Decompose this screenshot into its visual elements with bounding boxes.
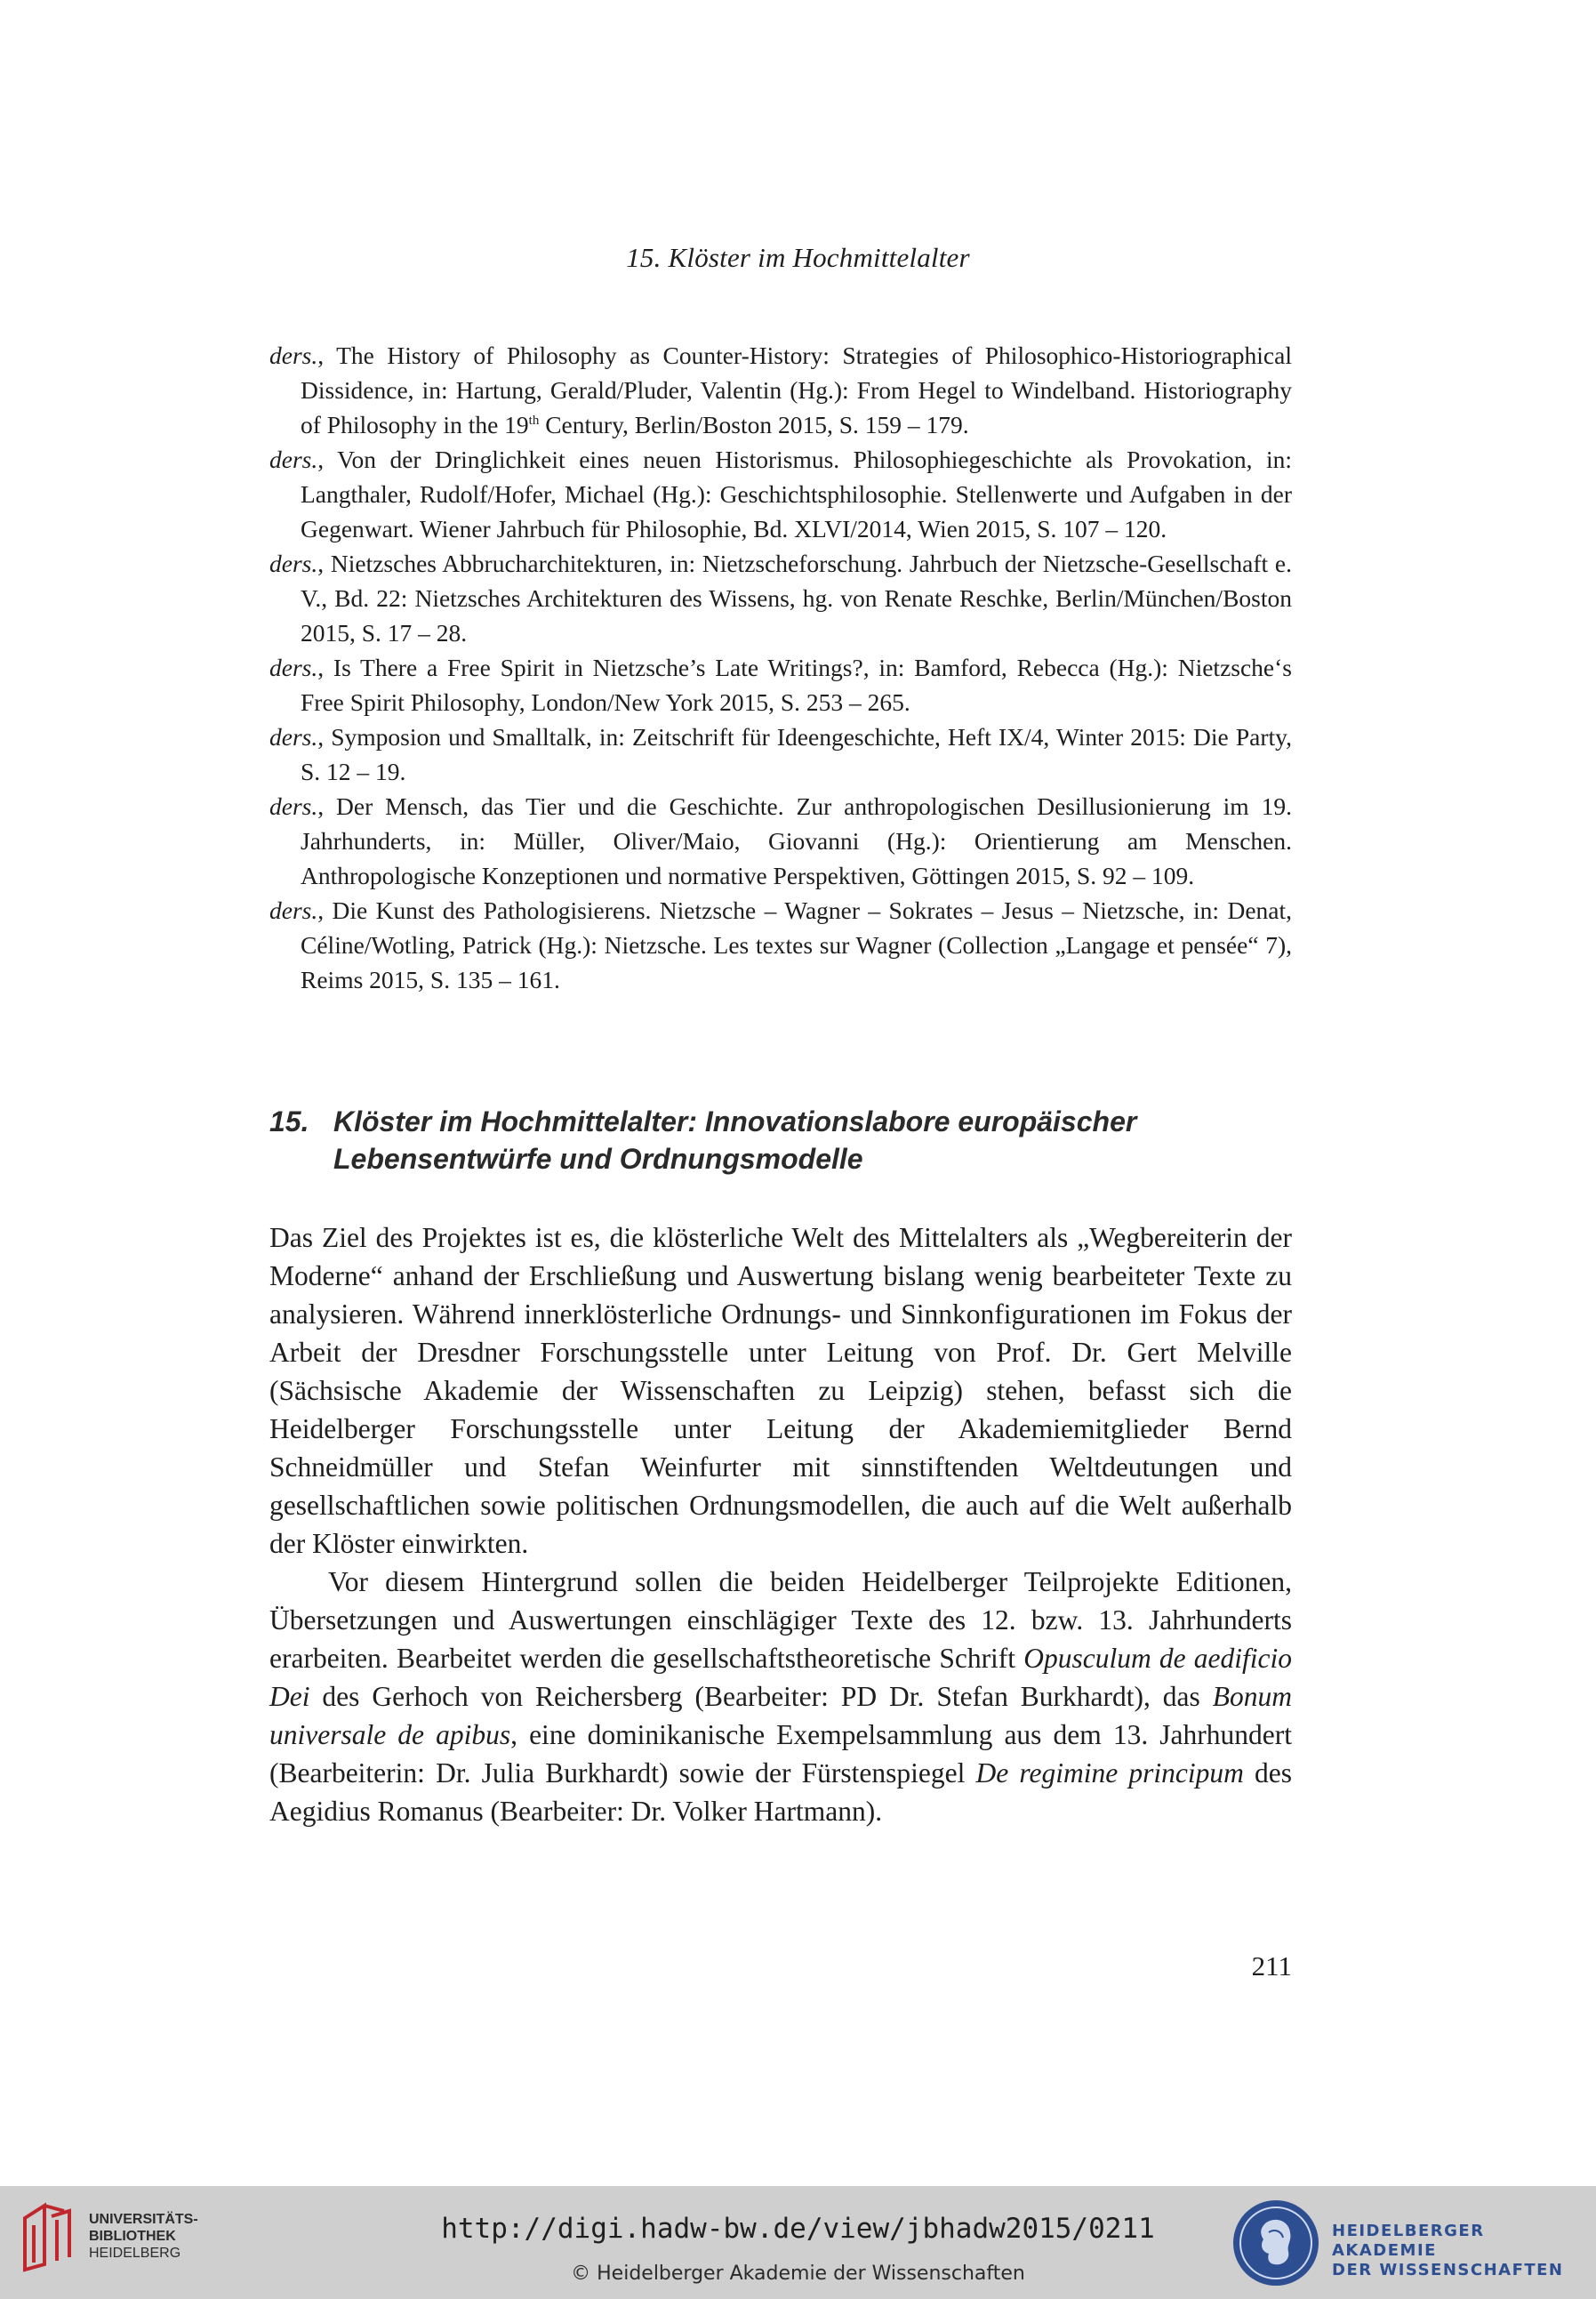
bibliography-entry [269, 442, 1292, 546]
academy-seal-icon[interactable] [1230, 2197, 1322, 2289]
entry-text: , Die Kunst des Pathologisierens. Nietzsche – Wagner – Sokrates – Jesus – Nietzsche, in: Denat, Céline/Wotling, Patrick (Hg.): Nietzsche. Les textes sur Wagner (Collection „Langage et pensée“ 7), Reims 2015, S. 135 – 161. [301, 896, 1292, 993]
section-title: Klöster im Hochmittelalter: Innovationslabore europäischer Lebensentwürfe und Ordnungsmodelle [333, 1105, 1137, 1175]
entry-text: , Der Mensch, das Tier und die Geschichte. Zur anthropologischen Desillusionierung im 19. Jahrhunderts, in: Müller, Oliver/Maio, Giovanni (Hg.): Orientierung am Menschen. Anthropologische Konzeptionen und normative Perspektiven, Göttingen 2015, S. 92 – 109. [301, 792, 1292, 889]
academy-name-line: HEIDELBERGER AKADEMIE [1332, 2222, 1485, 2260]
source-url-link[interactable]: http://digi.hadw-bw.de/view/jbhadw2015/0211 [441, 2213, 1155, 2245]
paragraph [269, 1563, 1292, 1830]
library-name-line: UNIVERSITÄTS- [89, 2212, 198, 2227]
academy-name[interactable] [1332, 2222, 1596, 2280]
bibliography-entry [269, 650, 1292, 719]
section-heading [269, 1103, 1292, 1178]
paragraph-text: Vor diesem Hintergrund sollen die beiden Heidelberger Teilprojekte Editionen, Übersetzungen und Auswertungen einschlägiger Texte des 12. bzw. 13. Jahrhunderts erarbeiten. Bearbeitet werden die gesellschaftstheoretische Schrift [269, 1566, 1292, 1674]
author-abbrev: ders. [269, 446, 318, 473]
entry-text: , Nietzsches Abbrucharchitekturen, in: Nietzscheforschung. Jahrbuch der Nietzsche-Gesellschaft e. V., Bd. 22: Nietzsches Architekturen des Wissens, hg. von Renate Reschke, Berlin/München/Boston 2015, S. 17 – 28. [301, 550, 1292, 647]
author-abbrev: ders. [269, 792, 318, 820]
page-number: 211 [1251, 1950, 1292, 1981]
entry-text: , Symposion und Smalltalk, in: Zeitschrift für Ideengeschichte, Heft IX/4, Winter 2015: Die Party, S. 12 – 19. [301, 723, 1292, 785]
paragraph-text: des Gerhoch von Reichersberg (Bearbeiter: PD Dr. Stefan Burkhardt), das [309, 1681, 1213, 1712]
author-abbrev: ders. [269, 342, 318, 369]
paragraph-text: , eine dominikanische Exempelsammlung aus dem 13. Jahrhundert (Bearbeiterin: Dr. Julia Burkhardt) sowie der Fürstenspiegel [269, 1719, 1292, 1789]
superscript: th [528, 414, 540, 428]
entry-text: Century, Berlin/Boston 2015, S. 159 – 179. [539, 411, 969, 438]
work-title: Bonum universale de apibus [269, 1681, 1292, 1750]
author-abbrev: ders. [269, 654, 318, 681]
running-head: 15. Klöster im Hochmittelalter [626, 242, 970, 273]
bibliography-entry [269, 893, 1292, 997]
bibliography-list [269, 338, 1292, 997]
library-name-line: HEIDELBERG [89, 2246, 181, 2261]
bibliography-entry [269, 546, 1292, 650]
author-abbrev: ders. [269, 723, 318, 751]
bibliography-entry [269, 719, 1292, 789]
library-name-line: BIBLIOTHEK [89, 2229, 176, 2244]
work-title: Opusculum de aedificio Dei [269, 1643, 1292, 1712]
copyright-notice: © Heidelberger Akademie der Wissenschaften [571, 2263, 1025, 2285]
academy-name-line: DER WISSENSCHAFTEN [1332, 2261, 1564, 2279]
entry-text: , Von der Dringlichkeit eines neuen Historismus. Philosophiegeschichte als Provokation, in: Langthaler, Rudolf/Hofer, Michael (Hg.): Geschichtsphilosophie. Stellenwerte und Aufgaben in der Gegenwart. Wiener Jahrbuch für Philosophie, Bd. XLVI/2014, Wien 2015, S. 107 – 120. [301, 446, 1292, 543]
bibliography-entry [269, 789, 1292, 893]
paragraph: Das Ziel des Projektes ist es, die klösterliche Welt des Mittelalters als „Wegbereiterin der Moderne“ anhand der Erschließung und Auswertung bislang wenig bearbeiteter Texte zu analysieren. Während innerklösterliche Ordnungs- und Sinnkonfigurationen im Fokus der Arbeit der Dresdner Forschungsstelle unter Leitung von Prof. Dr. Gert Melville (Sächsische Akademie der Wissenschaften zu Leipzig) stehen, befasst sich die Heidelberger Forschungsstelle unter Leitung der Akademiemitglieder Bernd Schneidmüller und Stefan Weinfurter mit sinnstiftenden Weltdeutungen und gesellschaftlichen sowie politischen Ordnungsmodellen, die auch auf die Welt außerhalb der Klöster einwirkten. [269, 1222, 1292, 1559]
bibliography-entry [269, 338, 1292, 442]
author-abbrev: ders. [269, 550, 318, 577]
section-number: 15. [269, 1105, 309, 1137]
work-title: De regimine principum [975, 1757, 1244, 1789]
body-text [269, 1218, 1292, 1830]
footer-bar [0, 2186, 1596, 2299]
entry-text: , Is There a Free Spirit in Nietzsche’s Late Writings?, in: Bamford, Rebecca (Hg.): Nietzsche‘s Free Spirit Philosophy, London/New York 2015, S. 253 – 265. [301, 654, 1292, 716]
entry-text: , The History of Philosophy as Counter-History: Strategies of Philosophico-Historiographical Dissidence, in: Hartung, Gerald/Pluder, Valentin (Hg.): From Hegel to Windelband. Historiography of Philosophy in the 19 [301, 342, 1292, 438]
author-abbrev: ders. [269, 896, 318, 924]
paragraph-text: des Aegidius Romanus (Bearbeiter: Dr. Volker Hartmann). [269, 1757, 1292, 1827]
